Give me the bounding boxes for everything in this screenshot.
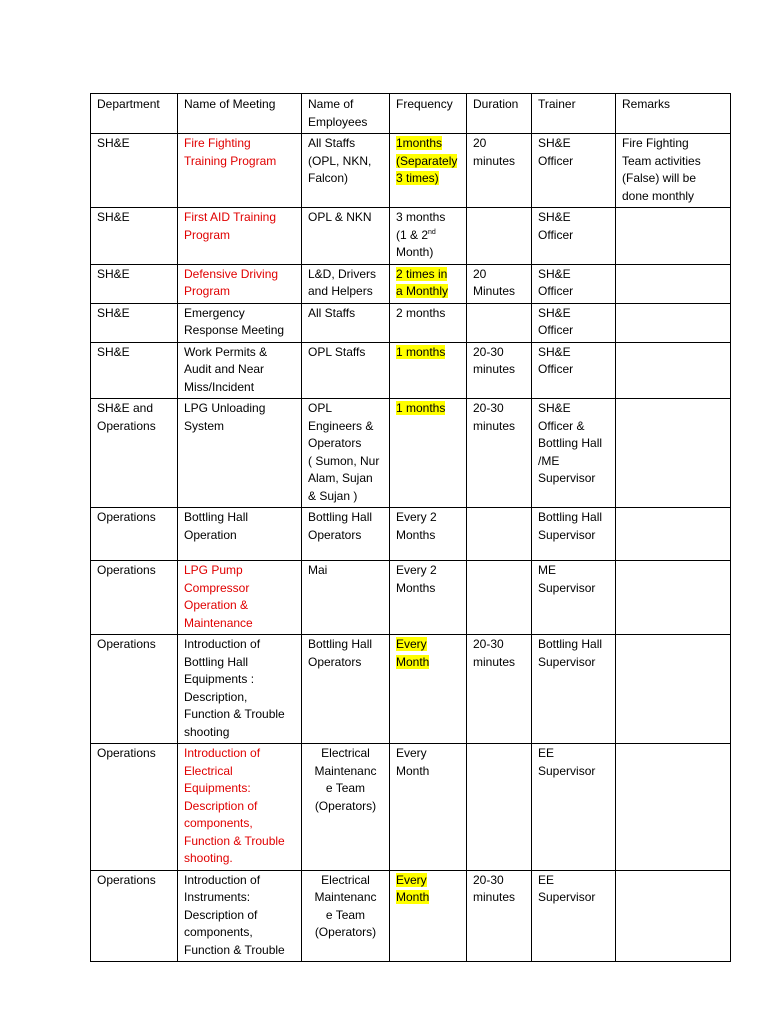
- duration-cell: 20-30 minutes: [467, 399, 532, 508]
- header-row: [91, 94, 731, 134]
- header-name-of-employees: Name of Employees: [302, 94, 390, 134]
- training-schedule-table: [90, 93, 731, 962]
- table-row: [91, 744, 731, 871]
- meeting-cell: Work Permits & Audit and Near Miss/Incident: [178, 342, 302, 399]
- frequency-cell: Every 2 Months: [390, 561, 467, 635]
- employees-cell: Bottling Hall Operators: [302, 635, 390, 744]
- department-cell: Operations: [91, 561, 178, 635]
- table-row: [91, 303, 731, 342]
- duration-cell: 20-30 minutes: [467, 870, 532, 962]
- duration-cell: 20-30 minutes: [467, 342, 532, 399]
- duration-cell: 20 Minutes: [467, 264, 532, 303]
- table-row: [91, 134, 731, 208]
- duration-cell: [467, 303, 532, 342]
- frequency-cell: 1 months: [390, 399, 467, 508]
- frequency-cell: 1 months: [390, 342, 467, 399]
- frequency-cell: 2 months: [390, 303, 467, 342]
- employees-cell: L&D, Drivers and Helpers: [302, 264, 390, 303]
- duration-cell: 20-30 minutes: [467, 635, 532, 744]
- meeting-cell: LPG Unloading System: [178, 399, 302, 508]
- table-row: [91, 399, 731, 508]
- department-cell: SH&E: [91, 342, 178, 399]
- meeting-cell: Fire Fighting Training Program: [178, 134, 302, 208]
- table-row: [91, 508, 731, 561]
- remarks-cell: [616, 303, 731, 342]
- meeting-cell: Bottling Hall Operation: [178, 508, 302, 561]
- employees-cell: Mai: [302, 561, 390, 635]
- trainer-cell: EE Supervisor: [532, 744, 616, 871]
- employees-cell: All Staffs (OPL, NKN, Falcon): [302, 134, 390, 208]
- meeting-cell: Emergency Response Meeting: [178, 303, 302, 342]
- department-cell: SH&E: [91, 264, 178, 303]
- frequency-cell: Every Month: [390, 870, 467, 962]
- remarks-cell: [616, 561, 731, 635]
- duration-cell: 20 minutes: [467, 134, 532, 208]
- trainer-cell: SH&E Officer: [532, 134, 616, 208]
- meeting-cell: Introduction of Bottling Hall Equipments : Description, Function & Trouble shooting: [178, 635, 302, 744]
- frequency-cell: 3 months (1 & 2nd Month): [390, 208, 467, 265]
- remarks-cell: [616, 508, 731, 561]
- frequency-cell: Every Month: [390, 744, 467, 871]
- table-row: [91, 561, 731, 635]
- trainer-cell: SH&E Officer: [532, 264, 616, 303]
- duration-cell: [467, 508, 532, 561]
- duration-cell: [467, 744, 532, 871]
- employees-cell: All Staffs: [302, 303, 390, 342]
- remarks-cell: [616, 744, 731, 871]
- department-cell: Operations: [91, 508, 178, 561]
- meeting-cell: Defensive Driving Program: [178, 264, 302, 303]
- employees-cell: OPL & NKN: [302, 208, 390, 265]
- department-cell: Operations: [91, 870, 178, 962]
- trainer-cell: EE Supervisor: [532, 870, 616, 962]
- department-cell: Operations: [91, 744, 178, 871]
- trainer-cell: Bottling Hall Supervisor: [532, 635, 616, 744]
- employees-cell: OPL Engineers & Operators ( Sumon, Nur Alam, Sujan & Sujan ): [302, 399, 390, 508]
- table-row: [91, 870, 731, 962]
- frequency-cell: Every 2 Months: [390, 508, 467, 561]
- employees-cell: Electrical Maintenanc e Team (Operators): [302, 870, 390, 962]
- header-remarks: Remarks: [616, 94, 731, 134]
- remarks-cell: Fire Fighting Team activities (False) will be done monthly: [616, 134, 731, 208]
- frequency-cell: 2 times in a Monthly: [390, 264, 467, 303]
- table-row: [91, 342, 731, 399]
- department-cell: SH&E: [91, 303, 178, 342]
- frequency-cell: Every Month: [390, 635, 467, 744]
- frequency-cell: 1months (Separately 3 times): [390, 134, 467, 208]
- header-frequency: Frequency: [390, 94, 467, 134]
- remarks-cell: [616, 342, 731, 399]
- trainer-cell: ME Supervisor: [532, 561, 616, 635]
- meeting-cell: Introduction of Instruments: Description of components, Function & Trouble: [178, 870, 302, 962]
- trainer-cell: SH&E Officer: [532, 342, 616, 399]
- department-cell: Operations: [91, 635, 178, 744]
- table-row: [91, 635, 731, 744]
- employees-cell: Bottling Hall Operators: [302, 508, 390, 561]
- table-row: [91, 208, 731, 265]
- employees-cell: Electrical Maintenanc e Team (Operators): [302, 744, 390, 871]
- remarks-cell: [616, 208, 731, 265]
- department-cell: SH&E: [91, 208, 178, 265]
- header-department: Department: [91, 94, 178, 134]
- header-trainer: Trainer: [532, 94, 616, 134]
- header-name-of-meeting: Name of Meeting: [178, 94, 302, 134]
- meeting-cell: LPG Pump Compressor Operation & Maintenance: [178, 561, 302, 635]
- trainer-cell: SH&E Officer: [532, 303, 616, 342]
- remarks-cell: [616, 870, 731, 962]
- employees-cell: OPL Staffs: [302, 342, 390, 399]
- meeting-cell: First AID Training Program: [178, 208, 302, 265]
- trainer-cell: SH&E Officer: [532, 208, 616, 265]
- trainer-cell: Bottling Hall Supervisor: [532, 508, 616, 561]
- department-cell: SH&E: [91, 134, 178, 208]
- remarks-cell: [616, 399, 731, 508]
- meeting-cell: Introduction of Electrical Equipments: Description of components, Function & Trouble shooting.: [178, 744, 302, 871]
- remarks-cell: [616, 264, 731, 303]
- header-duration: Duration: [467, 94, 532, 134]
- duration-cell: [467, 208, 532, 265]
- remarks-cell: [616, 635, 731, 744]
- department-cell: SH&E and Operations: [91, 399, 178, 508]
- duration-cell: [467, 561, 532, 635]
- trainer-cell: SH&E Officer & Bottling Hall /ME Supervisor: [532, 399, 616, 508]
- table-row: [91, 264, 731, 303]
